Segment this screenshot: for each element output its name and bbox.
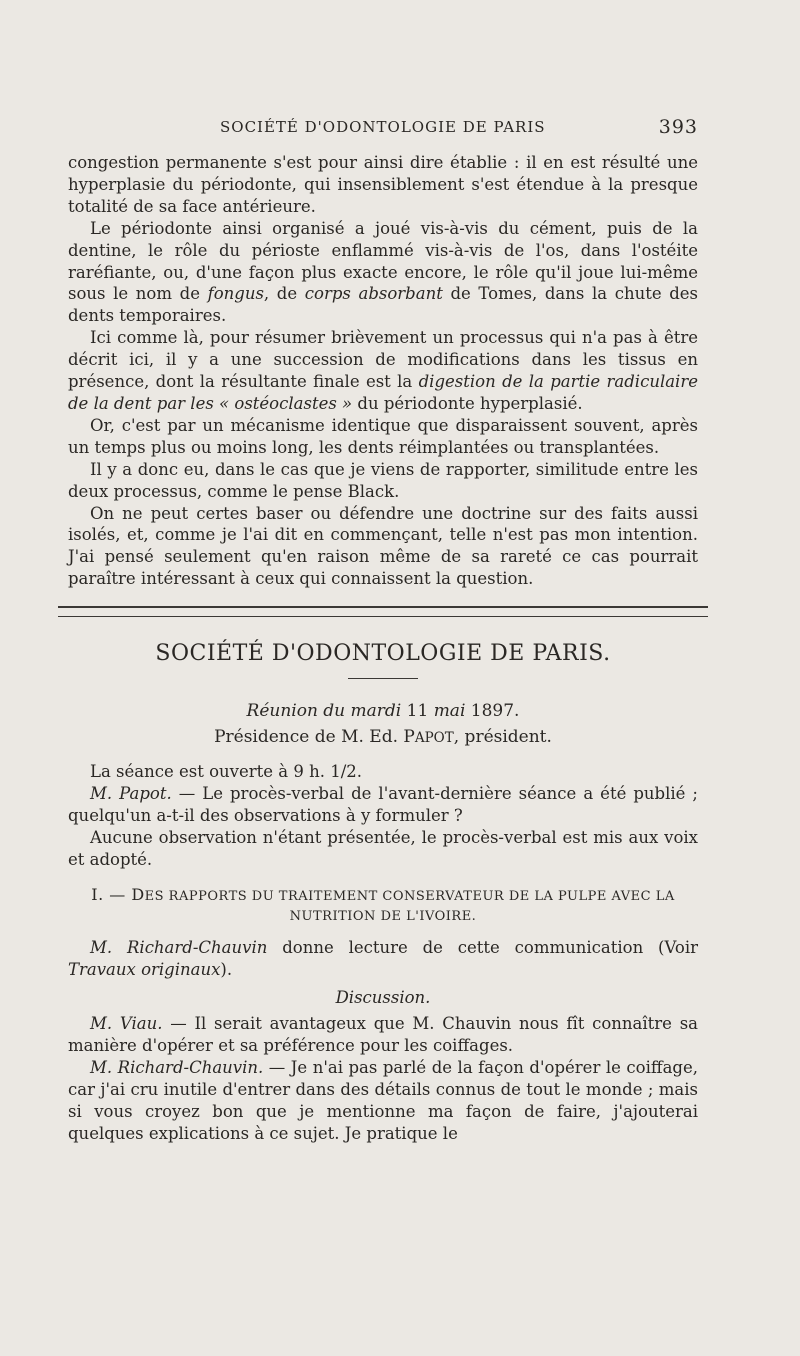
paragraph: congestion permanente s'est pour ainsi dire établie : il en est résulté une hyperplasie du périodonte, qui insensiblement s'est étendue à la presque totalité de sa face antérieure.	[68, 153, 698, 216]
paragraph: Le périodonte ainsi organisé a joué vis-à-vis du cément, puis de la dentine, le rôle du périoste enflammé vis-à-vis de l'os, dans l'ostéite raréfiante, ou, d'une façon plus exacte encore, le rôle qu'il joue lui-même sous le nom de fongus, de corps absorbant de Tomes, dans la chute des dents temporaires.	[68, 218, 699, 326]
section-title: SOCIÉTÉ D'ODONTOLOGIE DE PARIS.	[155, 641, 611, 667]
paragraph: M. Richard-Chauvin. — Je n'ai pas parlé de la façon d'opérer le coiffage, car j'ai cru inutile d'entrer dans des détails connus de tout le monde ; mais si vous croyez bon que je mentionne ma façon de faire, j'ajouterai quelques explications à ce sujet. Je pratique le	[68, 1058, 698, 1143]
paragraph: M. Richard-Chauvin donne lecture de cette communication (Voir Travaux originaux).	[68, 937, 698, 979]
paragraph: M. Papot. — Le procès-verbal de l'avant-dernière séance a été publié ; quelqu'un a-t-il des observations à y formuler ?	[68, 784, 698, 825]
page-number: 393	[658, 116, 698, 138]
paragraph: Ici comme là, pour résumer brièvement un processus qui n'a pas à être décrit ici, il y a une succession de modifications dans les tissus en présence, dont la résultante finale est la digestion de la partie radiculaire de la dent par les « ostéoclastes » du périodonte hyperplasié.	[68, 328, 698, 413]
paragraph: La séance est ouverte à 9 h. 1/2.	[90, 762, 363, 782]
paragraph: M. Viau. — Il serait avantageux que M. Chauvin nous fît connaître sa manière d'opérer et sa préférence pour les coiffages.	[68, 1014, 698, 1056]
discussion-heading: Discussion.	[335, 988, 431, 1008]
paragraph: On ne peut certes baser ou défendre une doctrine sur des faits aussi isolés, et, comme je l'ai dit en commençant, telle n'est pas mon intention. J'ai pensé seulement qu'en raison même de sa rareté ce cas pourrait paraître intéressant à ceux qui connaissent la question.	[68, 503, 698, 589]
section-divider	[58, 606, 708, 617]
title-underline	[348, 678, 418, 679]
paragraph: Il y a donc eu, dans le cas que je viens de rapporter, similitude entre les deux processus, comme le pense Black.	[68, 459, 698, 501]
presidency: Présidence de M. Ed. PAPOT, président.	[214, 727, 552, 748]
paragraph: Aucune observation n'étant présentée, le procès-verbal est mis aux voix et adopté.	[68, 827, 698, 869]
meeting-date: Réunion du mardi 11 mai 1897.	[246, 701, 520, 722]
page-body	[68, 152, 698, 1145]
header-title: SOCIÉTÉ D'ODONTOLOGIE DE PARIS	[220, 118, 546, 136]
paragraph: Or, c'est par un mécanisme identique que disparaissent souvent, après un temps plus ou moins long, les dents réimplantées ou transplantées.	[68, 415, 698, 457]
agenda-topic: I. — DES RAPPORTS DU TRAITEMENT CONSERVATEUR DE LA PULPE AVEC LA NUTRITION DE L'IVOIRE.	[91, 884, 675, 924]
running-header	[68, 116, 698, 140]
